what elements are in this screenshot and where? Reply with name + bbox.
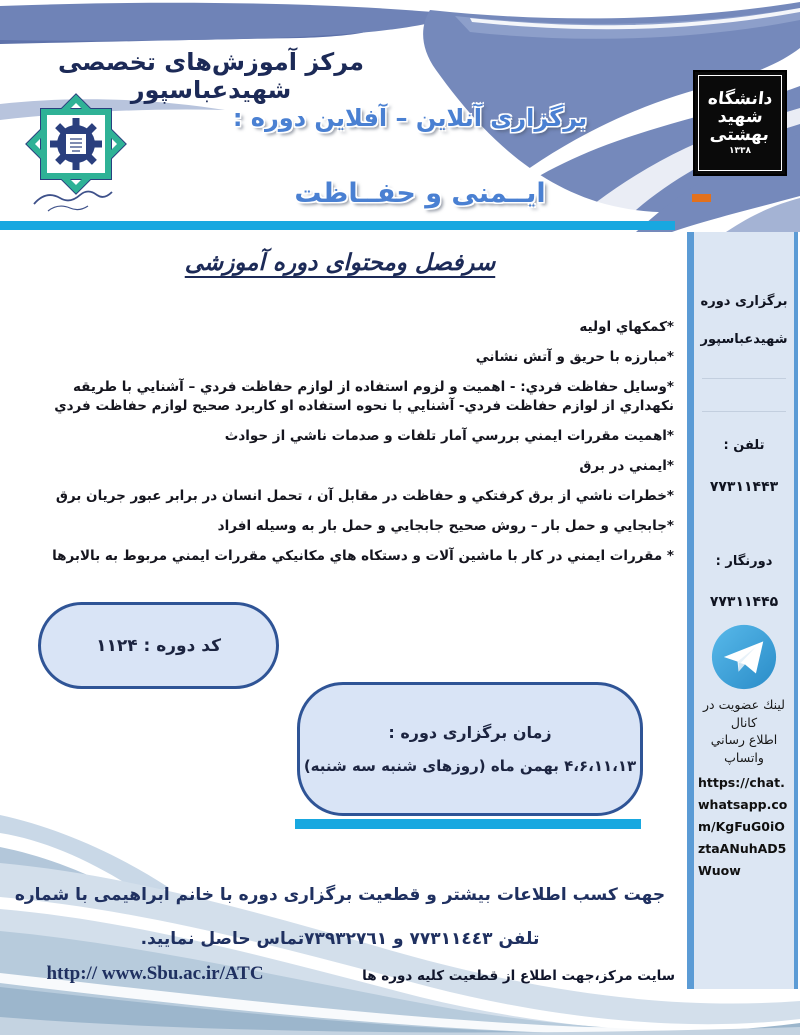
channel-note-line2: اطلاع رساني واتساپ <box>710 732 778 765</box>
university-founding-year: ۱۳۳۸ <box>729 145 751 156</box>
course-name-title: ایــمنی و حفــاظت <box>294 178 546 209</box>
signature-mark <box>34 192 112 212</box>
contact-sidebar <box>687 232 798 989</box>
whatsapp-link[interactable]: https://chat.whatsapp.com/KgFuG0iOztaANuhAD5Wuow <box>698 775 788 878</box>
site-note: سایت مرکز،جهت اطلاع از قطعیت کلیه دوره ها <box>362 968 675 984</box>
header-divider-bar <box>0 221 675 230</box>
training-center-emblem-icon <box>18 92 134 220</box>
phone-number: ۷۷۳۱۱۴۴۳ <box>709 479 779 495</box>
topic-item: * مقررات ايمني در كار با ماشين آلات و دستكاه هاي مكانيكي مقررات ايمني مربوط به بالابرها <box>52 548 674 564</box>
telegram-icon <box>711 624 777 690</box>
topic-item: *جابجايي و حمل بار – روش صحيح جابجايي و حمل بار به وسيله افراد <box>217 518 674 534</box>
fax-number: ۷۷۳۱۱۴۴۵ <box>709 594 779 610</box>
sidebar-divider <box>702 378 786 379</box>
topic-item: *اهميت مقررات ايمني بررسي آمار تلفات و صدمات ناشي از حوادث <box>224 428 674 444</box>
sidebar-divider <box>702 411 786 412</box>
center-website-link[interactable]: http:// www.Sbu.ac.ir/ATC <box>46 963 264 984</box>
topic-item: *كمكهاي اوليه <box>579 319 674 335</box>
channel-membership-note <box>694 696 794 766</box>
fax-label: دورنگار : <box>715 554 773 569</box>
topic-item: *مبارزه با حريق و آتش نشاني <box>475 349 674 365</box>
course-code-text: كد دوره : ۱۱۲۴ <box>96 635 221 656</box>
organization-title: مرکز آموزش‌های تخصصی شهیدعباسپور <box>58 48 364 104</box>
schedule-badge <box>297 682 643 816</box>
footer-wave-art <box>0 805 800 1035</box>
orange-accent-dash <box>692 194 711 202</box>
course-code-badge <box>38 602 279 689</box>
contact-info-line1: جهت کسب اطلاعات بیشتر و قطعیت برگزاری دوره با خانم ابراهیمی با شماره <box>14 885 666 905</box>
section-title: سرفصل ومحتوای دوره آموزشی <box>184 250 496 276</box>
topic-item: *وسايل حفاظت فردي: - اهميت و لزوم استفاده از لوازم حفاظت فردي – آشنايي با طريقه نكهداري از لوازم حفاظت فردي- آشنايي با نحوه استفاده او كاربرد صحيح لوازم حفاظت فردي <box>54 379 674 414</box>
contact-info-line2: تلفن ٧٧٣١١٤٤٣ و ٧٣٩٣٢٧٦١تماس حاصل نمایید. <box>140 929 540 949</box>
university-logo-line3: بهشتی <box>709 125 771 146</box>
schedule-dates: ۴،۶،۱۱،۱۳ بهمن ماه (روزهای شنبه سه شنبه) <box>303 757 637 775</box>
university-logo-line2: شهید <box>716 106 764 127</box>
university-logo-line1: دانشگاه <box>706 88 774 109</box>
topic-item: *خطرات ناشي از برق كرفتكي و حفاظت در مقابل آن ، تحمل انسان در برابر عبور جريان برق <box>55 488 674 504</box>
sidebar-org-line1: برگزاری دوره <box>700 294 788 309</box>
channel-note-line1: لينك عضويت در كانال <box>703 697 785 730</box>
delivery-mode-title: برگزاری آنلاین – آفلاین دوره : <box>232 104 588 132</box>
schedule-title: زمان برگزاری دوره : <box>388 723 552 742</box>
phone-label: تلفن : <box>723 438 765 453</box>
schedule-underline-bar <box>295 819 641 829</box>
sidebar-org-line2: شهیدعباسپور <box>700 332 788 347</box>
university-logo <box>693 70 787 176</box>
topic-item: *ايمني در برق <box>579 458 674 474</box>
course-topics-list <box>22 318 674 577</box>
